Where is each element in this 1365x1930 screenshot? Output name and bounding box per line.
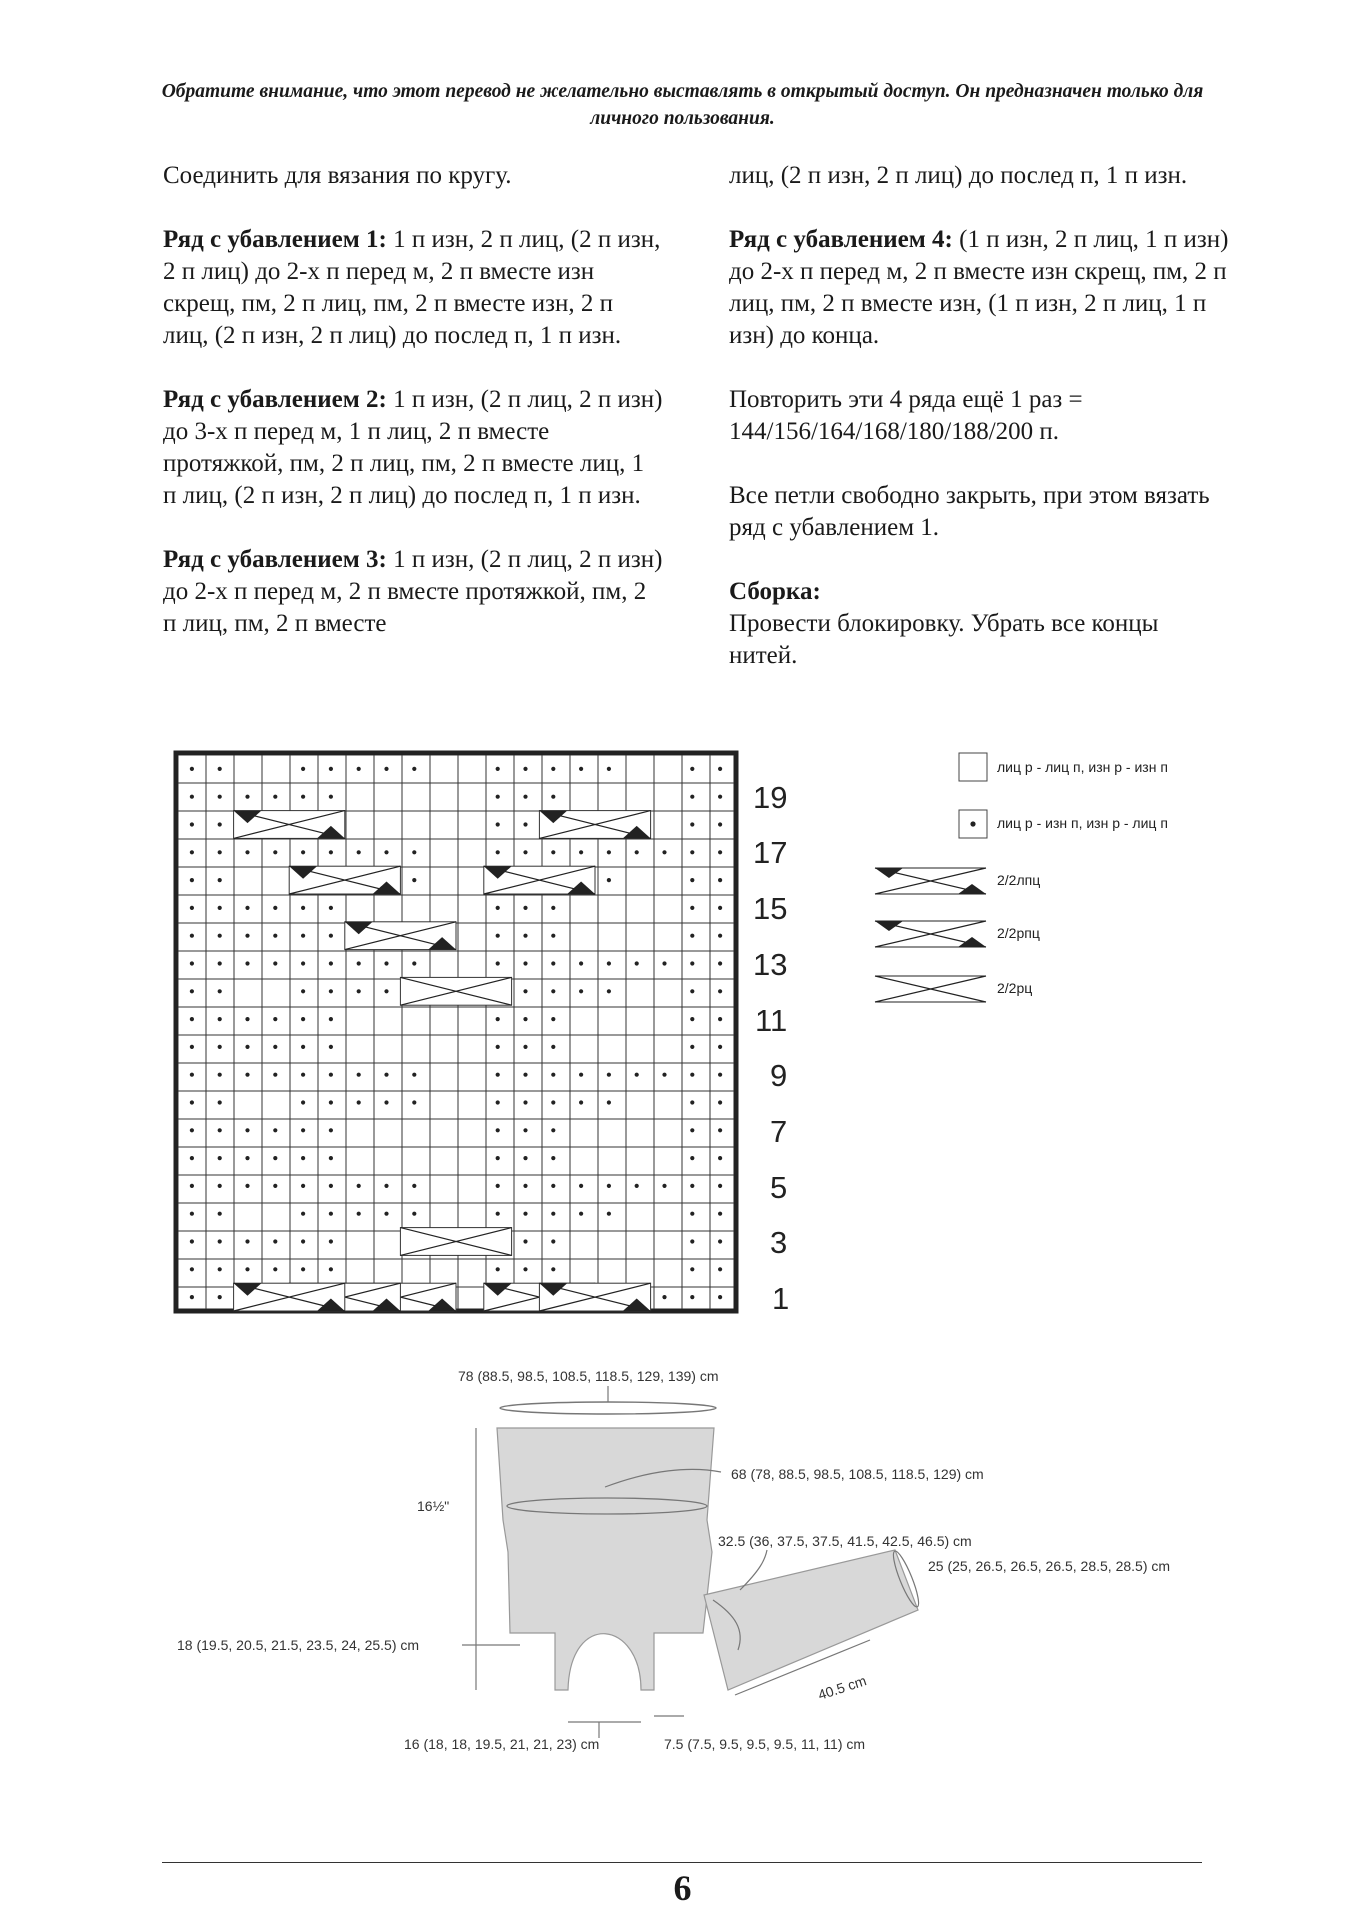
purl-dot: [190, 1267, 194, 1271]
purl-dot: [329, 767, 333, 771]
purl-dot: [190, 934, 194, 938]
purl-dot: [245, 1073, 249, 1077]
purl-dot: [662, 961, 666, 965]
purl-dot: [690, 878, 694, 882]
purl-dot: [496, 1017, 500, 1021]
purl-dot: [579, 850, 583, 854]
purl-dot: [496, 1100, 500, 1104]
purl-dot: [357, 1184, 361, 1188]
purl-dot: [690, 1212, 694, 1216]
purl-dot: [218, 961, 222, 965]
footer-rule: [162, 1862, 1202, 1863]
purl-dot: [718, 767, 722, 771]
purl-dot: [329, 1128, 333, 1132]
purl-dot: [273, 795, 277, 799]
purl-dot: [718, 989, 722, 993]
row-label: 3: [770, 1225, 788, 1260]
purl-dot: [412, 1184, 416, 1188]
purl-dot: [301, 1045, 305, 1049]
decrease-row-1-text: 1 п изн, 2 п лиц, (2 п изн, 2 п лиц) до 2-х п перед м, 2 п вместе изн скрещ, пм, 2 п лиц, пм, 2 п вместе изн, 2 п лиц, (2 п изн, 2 п лиц) до послед п, 1 п изн.: [163, 226, 661, 349]
purl-dot: [662, 1184, 666, 1188]
purl-dot: [218, 1184, 222, 1188]
cable-cross: [539, 1283, 650, 1311]
purl-dot: [551, 1267, 555, 1271]
purl-dot: [384, 1073, 388, 1077]
purl-dot: [218, 1100, 222, 1104]
purl-dot: [579, 1073, 583, 1077]
cable-cross: [539, 811, 650, 839]
purl-dot: [218, 934, 222, 938]
purl-dot: [190, 1239, 194, 1243]
purl-dot: [523, 850, 527, 854]
purl-dot: [718, 1184, 722, 1188]
purl-dot: [273, 1073, 277, 1077]
purl-dot: [190, 822, 194, 826]
purl-dot: [245, 906, 249, 910]
purl-dot: [245, 1239, 249, 1243]
purl-dot: [301, 1128, 305, 1132]
purl-dot: [496, 1045, 500, 1049]
purl-dot: [551, 850, 555, 854]
purl-dot: [523, 989, 527, 993]
purl-dot: [301, 989, 305, 993]
purl-dot: [412, 961, 416, 965]
chart-legend: [875, 753, 1168, 1002]
purl-dot: [245, 850, 249, 854]
row-label: 17: [753, 835, 788, 870]
purl-dot: [329, 1156, 333, 1160]
cable-cross: [234, 1283, 345, 1311]
decrease-row-3-text: 1 п изн, (2 п лиц, 2 п изн) до 2-х п перед м, 2 п вместе протяжкой, пм, 2 п лиц, пм, 2 п вместе: [163, 546, 663, 637]
purl-dot: [301, 906, 305, 910]
purl-dot: [412, 1100, 416, 1104]
purl-dot: [218, 1045, 222, 1049]
purl-dot: [523, 822, 527, 826]
empty-square-icon: [959, 753, 987, 781]
purl-dot: [551, 989, 555, 993]
purl-dot: [551, 1212, 555, 1216]
purl-dot: [579, 1212, 583, 1216]
purl-dot: [190, 1184, 194, 1188]
purl-dot: [551, 1100, 555, 1104]
purl-dot: [218, 1156, 222, 1160]
purl-dot: [412, 1212, 416, 1216]
purl-dot: [607, 1184, 611, 1188]
garment-schematic: [0, 1320, 1365, 1752]
purl-dot: [718, 1100, 722, 1104]
purl-dot: [190, 795, 194, 799]
purl-dot: [273, 906, 277, 910]
purl-dot: [496, 906, 500, 910]
row-label: 11: [755, 1003, 788, 1038]
purl-dot: [245, 1045, 249, 1049]
purl-dot: [273, 1017, 277, 1021]
decrease-row-4-text: (1 п изн, 2 п лиц, 1 п изн) до 2-х п перед м, 2 п вместе изн скрещ, пм, 2 п лиц, пм, 2 п вместе изн, (1 п изн, 2 п лиц, 1 п изн) до конца.: [729, 226, 1229, 349]
chart-grid: [176, 753, 736, 1311]
purl-dot: [301, 1184, 305, 1188]
purl-dot: [218, 878, 222, 882]
purl-dot: [607, 961, 611, 965]
purl-dot: [245, 934, 249, 938]
purl-dot: [496, 767, 500, 771]
purl-dot: [273, 961, 277, 965]
purl-dot: [301, 1239, 305, 1243]
purl-dot: [357, 1073, 361, 1077]
purl-dot: [523, 767, 527, 771]
purl-dot: [690, 850, 694, 854]
purl-dot: [496, 795, 500, 799]
purl-dot: [635, 1184, 639, 1188]
decrease-row-4-title: Ряд с убавлением 4:: [729, 226, 953, 253]
decrease-row-3-title: Ряд с убавлением 3:: [163, 546, 387, 573]
purl-dot: [551, 1045, 555, 1049]
purl-dot: [245, 1128, 249, 1132]
purl-dot: [190, 961, 194, 965]
purl-dot: [690, 989, 694, 993]
cable-cross: [289, 866, 400, 894]
purl-dot: [551, 1073, 555, 1077]
purl-dot: [218, 1267, 222, 1271]
purl-dot: [245, 1017, 249, 1021]
purl-dot: [718, 1295, 722, 1299]
decrease-row-3-continued: лиц, (2 п изн, 2 п лиц) до послед п, 1 п изн.: [729, 162, 1188, 189]
purl-dot: [690, 1156, 694, 1160]
bindoff-paragraph: Все петли свободно закрыть, при этом вязать ряд с убавлением 1.: [729, 482, 1210, 541]
purl-dot: [273, 1267, 277, 1271]
purl-dot: [718, 878, 722, 882]
purl-dot: [690, 1100, 694, 1104]
legend-label: 2/2рц: [997, 980, 1033, 996]
purl-dot: [523, 1156, 527, 1160]
purl-dot: [357, 850, 361, 854]
rise-label: 18 (19.5, 20.5, 21.5, 23.5, 24, 25.5) cm: [177, 1637, 420, 1653]
purl-dot: [412, 878, 416, 882]
purl-dot: [329, 1073, 333, 1077]
purl-dot: [357, 961, 361, 965]
legend-label: лиц р - изн п, изн р - лиц п: [997, 815, 1168, 831]
purl-dot: [384, 1100, 388, 1104]
assembly-title: Сборка:: [729, 578, 821, 605]
waist-width-label: 68 (78, 88.5, 98.5, 108.5, 118.5, 129) cm: [731, 1466, 984, 1482]
purl-dot: [551, 961, 555, 965]
purl-dot: [551, 1156, 555, 1160]
purl-dot: [718, 1128, 722, 1132]
purl-dot: [273, 1239, 277, 1243]
purl-dot: [523, 1045, 527, 1049]
purl-dot: [218, 822, 222, 826]
intro-paragraph: Соединить для вязания по кругу.: [163, 162, 512, 189]
purl-dot: [190, 1128, 194, 1132]
purl-dot: [329, 795, 333, 799]
purl-dot: [718, 1212, 722, 1216]
left-cross-icon: [875, 868, 986, 894]
purl-dot: [718, 850, 722, 854]
crotch-label: 16 (18, 18, 19.5, 21, 21, 23) cm: [404, 1736, 600, 1752]
purl-dot: [579, 767, 583, 771]
purl-dot: [523, 795, 527, 799]
purl-dot: [245, 795, 249, 799]
purl-dot: [635, 850, 639, 854]
purl-dot: [496, 850, 500, 854]
purl-dot: [412, 850, 416, 854]
plain-cross-icon: [875, 976, 986, 1002]
purl-dot: [718, 1073, 722, 1077]
purl-dot: [245, 1184, 249, 1188]
purl-dot: [579, 961, 583, 965]
purl-dot: [384, 767, 388, 771]
purl-dot: [190, 906, 194, 910]
row-label: 1: [772, 1281, 790, 1316]
purl-dot: [718, 1017, 722, 1021]
decrease-row-1-title: Ряд с убавлением 1:: [163, 226, 387, 253]
purl-dot: [551, 1128, 555, 1132]
cable-cross: [400, 1228, 511, 1256]
row-numbers: [753, 780, 789, 1316]
decrease-row-2-title: Ряд с убавлением 2:: [163, 386, 387, 413]
purl-dot: [496, 1212, 500, 1216]
purl-dot: [551, 1239, 555, 1243]
purl-dot: [218, 1295, 222, 1299]
purl-dot: [218, 1073, 222, 1077]
purl-dot: [329, 989, 333, 993]
purl-dot: [218, 906, 222, 910]
purl-dot: [218, 1212, 222, 1216]
purl-dot: [329, 1212, 333, 1216]
purl-dot: [718, 1267, 722, 1271]
decrease-row-2-text: 1 п изн, (2 п лиц, 2 п изн) до 3-х п перед м, 1 п лиц, 2 п вместе протяжкой, пм, 2 п лиц, пм, 2 п вместе лиц, 1 п лиц, (2 п изн, 2 п лиц) до послед п, 1 п изн.: [163, 386, 663, 509]
page-number: 6: [673, 1868, 692, 1908]
right-cross-icon: [875, 921, 986, 947]
cuff-label: 7.5 (7.5, 9.5, 9.5, 9.5, 11, 11) cm: [664, 1736, 866, 1752]
purl-dot: [718, 822, 722, 826]
purl-dot: [579, 1184, 583, 1188]
legend-label: 2/2лпц: [997, 872, 1041, 888]
purl-dot: [718, 906, 722, 910]
purl-dot: [190, 1100, 194, 1104]
purl-dot: [690, 1128, 694, 1132]
purl-dot: [301, 1073, 305, 1077]
repeat-paragraph: Повторить эти 4 ряда ещё 1 раз = 144/156/164/168/180/188/200 п.: [729, 386, 1083, 445]
purl-dot: [218, 989, 222, 993]
translation-notice: Обратите внимание, что этот перевод не желательно выставлять в открытый доступ. Он предназначен только для личного пользования.: [161, 81, 1204, 129]
purl-dot: [245, 1156, 249, 1160]
purl-dot: [357, 989, 361, 993]
purl-dot: [329, 961, 333, 965]
purl-dot: [551, 906, 555, 910]
purl-dot: [301, 1267, 305, 1271]
assembly-text: Провести блокировку. Убрать все концы нитей.: [729, 610, 1159, 669]
purl-dot: [329, 850, 333, 854]
purl-dot: [718, 1045, 722, 1049]
purl-dot: [245, 1267, 249, 1271]
purl-dot: [218, 1239, 222, 1243]
purl-dot: [607, 989, 611, 993]
purl-dot: [607, 850, 611, 854]
purl-dot: [523, 961, 527, 965]
purl-dot: [190, 1295, 194, 1299]
purl-dot: [496, 1184, 500, 1188]
row-label: 5: [770, 1170, 788, 1205]
purl-dot: [690, 934, 694, 938]
purl-dot: [329, 1239, 333, 1243]
purl-dot: [662, 1073, 666, 1077]
cable-cross: [345, 922, 456, 950]
purl-dot: [496, 961, 500, 965]
purl-dot: [718, 795, 722, 799]
purl-dot: [273, 850, 277, 854]
purl-dot: [635, 1073, 639, 1077]
row-label: 7: [770, 1114, 788, 1149]
purl-dot: [218, 850, 222, 854]
purl-dot: [190, 850, 194, 854]
purl-dot: [551, 795, 555, 799]
purl-dot: [329, 1184, 333, 1188]
purl-dot: [496, 1128, 500, 1132]
purl-dot: [523, 1239, 527, 1243]
purl-dot: [690, 795, 694, 799]
purl-dot: [301, 767, 305, 771]
purl-dot: [662, 1295, 666, 1299]
purl-dot: [412, 767, 416, 771]
purl-dot: [190, 878, 194, 882]
purl-dot: [273, 1156, 277, 1160]
purl-dot: [718, 934, 722, 938]
purl-dot: [273, 934, 277, 938]
purl-dot: [718, 1156, 722, 1160]
purl-dot: [329, 1045, 333, 1049]
purl-dot: [690, 1073, 694, 1077]
purl-dot: [357, 1100, 361, 1104]
purl-dot: [690, 961, 694, 965]
purl-dot: [301, 1212, 305, 1216]
purl-dot: [190, 1212, 194, 1216]
purl-dot: [607, 1073, 611, 1077]
purl-dot: [690, 1017, 694, 1021]
row-label: 9: [770, 1058, 788, 1093]
purl-dot: [301, 1100, 305, 1104]
height-label: 16½": [417, 1498, 450, 1514]
purl-dot: [523, 906, 527, 910]
purl-dot: [301, 934, 305, 938]
purl-dot: [301, 1017, 305, 1021]
row-label: 13: [753, 947, 788, 982]
purl-dot: [329, 1017, 333, 1021]
purl-dot: [273, 1128, 277, 1132]
purl-dot: [690, 906, 694, 910]
purl-dot: [579, 1100, 583, 1104]
purl-dot: [690, 767, 694, 771]
purl-dot: [329, 1267, 333, 1271]
purl-dot: [718, 1239, 722, 1243]
purl-dot: [523, 1128, 527, 1132]
purl-dot: [496, 934, 500, 938]
purl-dot: [301, 795, 305, 799]
purl-dot: [607, 878, 611, 882]
ankle-label: 25 (25, 26.5, 26.5, 26.5, 28.5, 28.5) cm: [928, 1558, 1171, 1574]
cable-cross: [234, 811, 345, 839]
purl-dot: [523, 1100, 527, 1104]
purl-dot: [523, 1212, 527, 1216]
purl-dot: [662, 850, 666, 854]
purl-dot: [190, 1045, 194, 1049]
purl-dot: [190, 989, 194, 993]
purl-dot: [190, 1017, 194, 1021]
purl-dot: [607, 1212, 611, 1216]
purl-dot: [218, 795, 222, 799]
purl-dot: [690, 822, 694, 826]
purl-dot: [384, 989, 388, 993]
purl-dot: [690, 1045, 694, 1049]
purl-dot: [273, 1045, 277, 1049]
purl-dot: [551, 1184, 555, 1188]
row-label: 19: [753, 780, 788, 815]
purl-dot: [301, 961, 305, 965]
purl-dot: [384, 850, 388, 854]
purl-dot: [635, 961, 639, 965]
purl-dot: [690, 1295, 694, 1299]
purl-dot: [551, 1017, 555, 1021]
purl-dot: [551, 934, 555, 938]
purl-dot: [523, 1184, 527, 1188]
purl-dot: [690, 1184, 694, 1188]
purl-dot: [551, 767, 555, 771]
purl-dot: [496, 1267, 500, 1271]
purl-dot: [357, 1212, 361, 1216]
purl-dot: [496, 1073, 500, 1077]
purl-dot: [579, 989, 583, 993]
purl-dot: [607, 1100, 611, 1104]
purl-dot: [329, 1100, 333, 1104]
purl-dot: [523, 934, 527, 938]
purl-dot: [218, 767, 222, 771]
purl-dot: [523, 1073, 527, 1077]
purl-dot: [718, 961, 722, 965]
purl-dot: [301, 1156, 305, 1160]
purl-dot: [190, 1073, 194, 1077]
cable-cross: [484, 866, 595, 894]
purl-dot: [690, 1239, 694, 1243]
cable-cross: [400, 977, 511, 1005]
purl-dot: [607, 767, 611, 771]
purl-dot: [523, 1017, 527, 1021]
purl-dot: [329, 934, 333, 938]
top-width-label: 78 (88.5, 98.5, 108.5, 118.5, 129, 139) cm: [458, 1368, 719, 1384]
legend-label: 2/2рпц: [997, 925, 1040, 941]
purl-dot: [218, 1017, 222, 1021]
row-label: 15: [753, 891, 788, 926]
thigh-label: 32.5 (36, 37.5, 37.5, 41.5, 42.5, 46.5) cm: [718, 1533, 972, 1549]
purl-dot: [218, 1128, 222, 1132]
purl-dot: [412, 1073, 416, 1077]
purl-dot: [496, 1156, 500, 1160]
purl-dot: [523, 1267, 527, 1271]
purl-dot: [245, 961, 249, 965]
purl-dot: [384, 1212, 388, 1216]
purl-dot: [496, 822, 500, 826]
purl-dot: [357, 767, 361, 771]
purl-dot: [301, 850, 305, 854]
purl-dot: [384, 1184, 388, 1188]
purl-dot: [329, 906, 333, 910]
purl-dot: [384, 961, 388, 965]
inseam-label: 40.5 cm: [815, 1672, 869, 1703]
purl-dot: [690, 1267, 694, 1271]
purl-dot: [273, 1184, 277, 1188]
purl-dot: [190, 1156, 194, 1160]
purl-dot: [190, 767, 194, 771]
legend-label: лиц р - лиц п, изн р - изн п: [997, 759, 1168, 775]
